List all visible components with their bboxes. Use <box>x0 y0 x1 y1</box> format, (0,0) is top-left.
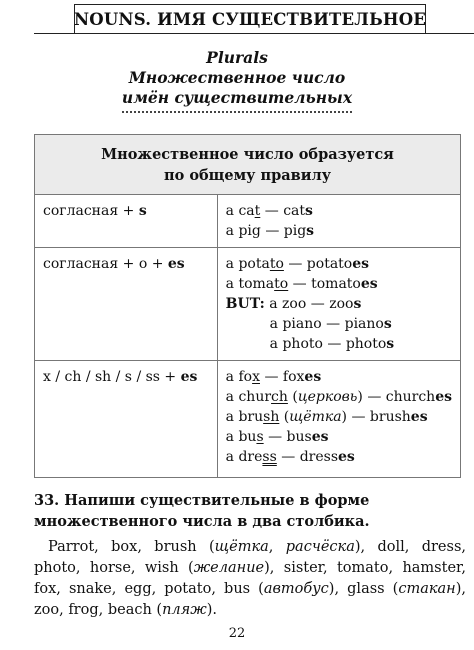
examples-cell <box>217 361 460 478</box>
table-header-line-2: по общему правилу <box>164 166 331 184</box>
word-list-text: Parrot, box, brush ( <box>48 539 215 555</box>
exercise-words <box>34 537 466 621</box>
example-line: a dress — dresses <box>225 449 355 465</box>
header-rule <box>34 33 474 34</box>
rule-text: x / ch / sh / s / ss + <box>43 369 181 385</box>
rule-suffix: es <box>167 256 185 272</box>
rule-cell <box>35 195 218 248</box>
chapter-title: NOUNS. ИМЯ СУЩЕСТВИТЕЛЬНОЕ <box>73 9 427 29</box>
word-list-text: ), sister, tomato, hamster, fox, snake, egg, potato, bus ( <box>34 560 466 597</box>
section-title-ru-2: имён существительных <box>122 88 352 113</box>
rule-text: согласная + <box>43 203 139 219</box>
rule-suffix: es <box>180 369 198 385</box>
word-list-text: ), doll, dress, photo, horse, wish ( <box>34 539 466 576</box>
table-header-line-1: Множественное число образуется <box>101 145 394 163</box>
section-title-ru-1: Множественное число <box>128 68 346 87</box>
example-line: a church (церковь) — churches <box>225 389 452 405</box>
rule-cell <box>35 248 218 361</box>
example-line-exception: a photo — photos <box>269 336 395 352</box>
example-line: a potato — potatoes <box>225 256 370 272</box>
chapter-header <box>74 4 426 34</box>
exercise-33 <box>34 490 466 621</box>
example-line: a pig — pigs <box>225 223 315 239</box>
rule-suffix: s <box>138 203 147 219</box>
table-header <box>35 135 461 195</box>
word-gloss: стакан <box>398 581 456 597</box>
word-gloss: щётка <box>214 539 269 555</box>
section-title-en: Plurals <box>206 48 268 67</box>
example-line: a tomato — tomatoes <box>225 276 378 292</box>
example-line: a cat — cats <box>225 203 313 219</box>
example-line-exception: a piano — pianos <box>269 316 392 332</box>
word-gloss: пляж <box>162 602 207 618</box>
rule-cell <box>35 361 218 478</box>
word-gloss: желание <box>193 560 265 576</box>
example-line: a brush (щётка) — brushes <box>225 409 428 425</box>
word-list-text: ). <box>206 602 218 618</box>
plural-rules-table <box>34 134 461 478</box>
word-list-text: ), glass ( <box>328 581 399 597</box>
table-row <box>35 361 461 478</box>
word-list-text: ), zoo, frog, beach ( <box>34 581 466 618</box>
but-label: BUT: <box>225 296 265 312</box>
table-row <box>35 195 461 248</box>
example-line-exception: BUT: a zoo — zoos <box>225 296 362 312</box>
page-number: 22 <box>228 626 246 641</box>
rule-text: согласная + о + <box>43 256 168 272</box>
example-line: a fox — foxes <box>225 369 322 385</box>
table-row <box>35 248 461 361</box>
example-line: a bus — buses <box>225 429 329 445</box>
examples-cell <box>217 195 460 248</box>
section-title <box>0 48 474 113</box>
word-list-text: , <box>268 539 286 555</box>
examples-cell <box>217 248 460 361</box>
word-gloss: расчёска <box>285 539 355 555</box>
table-header-row <box>35 135 461 195</box>
exercise-heading: 33. Напиши существительные в форме множественного числа в два столбика. <box>34 492 370 530</box>
word-gloss: автобус <box>263 581 329 597</box>
